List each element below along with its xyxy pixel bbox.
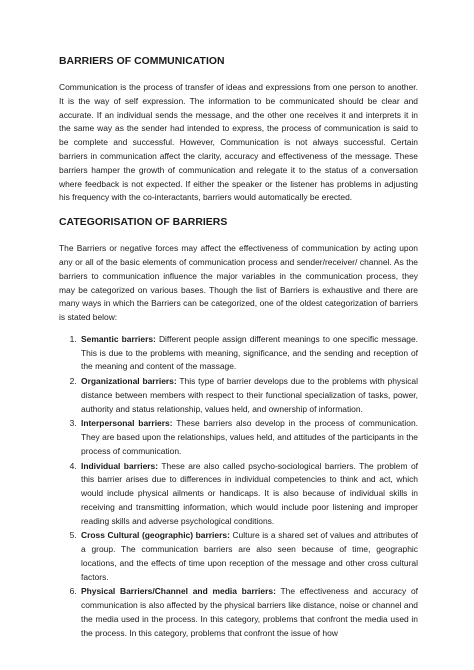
list-item — [79, 529, 418, 584]
list-item — [79, 333, 418, 374]
list-item-term: Organizational barriers: — [81, 376, 177, 387]
list-item-text: These barriers also develop in the process of communication. They are based upon the relationships, values held, and attitudes of the participants in the process of communication. — [81, 418, 418, 456]
list-item — [79, 375, 418, 416]
barrier-list — [59, 333, 418, 641]
list-item-term: Cross Cultural (geographic) barriers: — [81, 530, 230, 541]
list-item — [79, 585, 418, 640]
list-item-term: Interpersonal barriers: — [81, 418, 173, 429]
list-item-text: Different people assign different meanings to one specific message. This is due to the problems with meaning, significance, and the sending and reception of the meaning and content of the massage. — [81, 333, 418, 372]
section-title: CATEGORISATION OF BARRIERS — [59, 217, 228, 229]
list-item-text: Culture is a shared set of values and attributes of a group. The communication barriers are also seen because of time, geographic locations, and the effects of time upon reception of the message and other cross cultural factors. — [81, 530, 418, 582]
list-item — [79, 417, 418, 458]
list-item-term: Semantic barriers: — [81, 333, 156, 344]
list-item-term: Physical Barriers/Channel and media barriers: — [81, 586, 276, 597]
list-item-text: The effectiveness and accuracy of communication is also affected by the physical barriers like distance, noise or channel and the media used in the process. In this category, problems that confront the media used in the process. In this category, problems that confront the issue of how — [81, 586, 418, 638]
list-item — [79, 460, 418, 529]
intro-paragraph: Communication is the process of transfer of ideas and expressions from one person to another. It is the way of self expression. The information to be communicated should be clear and accurate. If an individual sends the message, and the other one receives it and interprets it in the same way as the sender had intended to express, the process of communication is said to be complete and successful. However, Communication is not always successful. Certain barriers in communication affect the clarity, accuracy and effectiveness of the message. These barriers hamper the growth of communication and relegate it to the status of a conversation where feedback is not expected. If either the speaker or the listener has problems in adjusting his frequency with the co-interactants, barriers would automatically be erected. — [59, 82, 418, 203]
list-item-text: These are also called psycho-sociological barriers. The problem of this barrier arises due to differences in individual competencies to think and act, which would include physical ailments or handicaps. It is also because of individual skills in receiving and transmitting information, which would include poor listening and improper reading skills and adverse psychological conditions. — [81, 460, 418, 526]
list-item-term: Individual barriers: — [81, 460, 159, 471]
section-intro-paragraph: The Barriers or negative forces may affect the effectiveness of communication by acting upon any or all of the basic elements of communication process and sender/receiver/ channel. As the barriers to communication influence the major variables in the communication process, they may be categorized on various bases. Though the list of Barriers is exhaustive and there are many ways in which the Barriers can be categorized, one of the oldest categorization of barriers is stated below: — [59, 243, 418, 323]
document-title: BARRIERS OF COMMUNICATION — [59, 56, 225, 67]
list-item-text: This type of barrier develops due to the problems with physical distance between members with respect to their functional specialization of tasks, power, authority and status relationship, values held, and ownership of information. — [81, 376, 418, 414]
